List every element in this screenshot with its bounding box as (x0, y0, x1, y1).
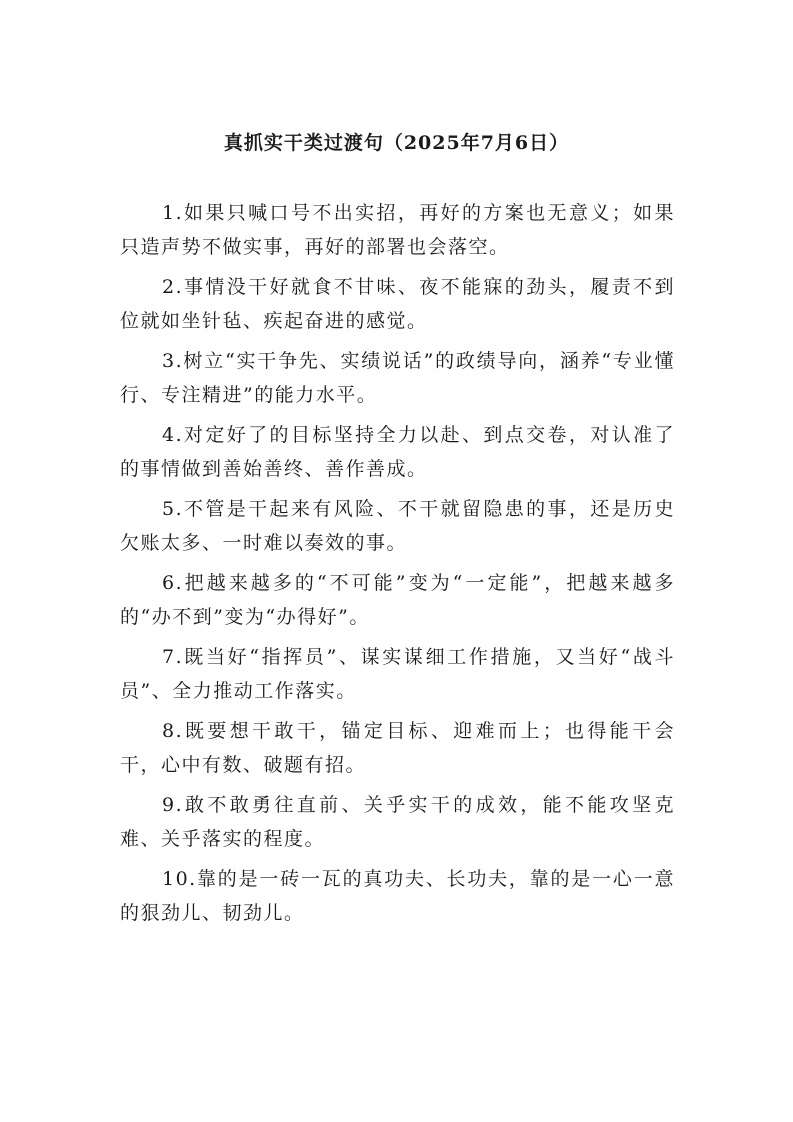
sentence-list (120, 196, 675, 936)
list-item: 1.如果只喊口号不出实招，再好的方案也无意义；如果只造声势不做实事，再好的部署也会落空。 (120, 202, 675, 258)
list-item: 8.既要想干敢干，锚定目标、迎难而上；也得能干会干，心中有数、破题有招。 (120, 720, 675, 776)
list-item: 10.靠的是一砖一瓦的真功夫、长功夫，靠的是一心一意的狠劲儿、韧劲儿。 (120, 868, 675, 924)
list-item: 4.对定好了的目标坚持全力以赴、到点交卷，对认准了的事情做到善始善终、善作善成。 (120, 424, 675, 480)
list-item: 7.既当好“指挥员”、谋实谋细工作措施，又当好“战斗员”、全力推动工作落实。 (120, 646, 675, 702)
list-item: 6.把越来越多的“不可能”变为“一定能”，把越来越多的“办不到”变为“办得好”。 (120, 572, 675, 628)
list-item: 9.敢不敢勇往直前、关乎实干的成效，能不能攻坚克难、关乎落实的程度。 (120, 794, 675, 850)
document-title: 真抓实干类过渡句（2025年7月6日） (223, 132, 570, 154)
list-item: 2.事情没干好就食不甘味、夜不能寐的劲头，履责不到位就如坐针毡、疾起奋进的感觉。 (120, 276, 675, 332)
list-item: 3.树立“实干争先、实绩说话”的政绩导向，涵养“专业懂行、专注精进”的能力水平。 (120, 350, 675, 406)
list-item: 5.不管是干起来有风险、不干就留隐患的事，还是历史欠账太多、一时难以奏效的事。 (120, 498, 675, 554)
